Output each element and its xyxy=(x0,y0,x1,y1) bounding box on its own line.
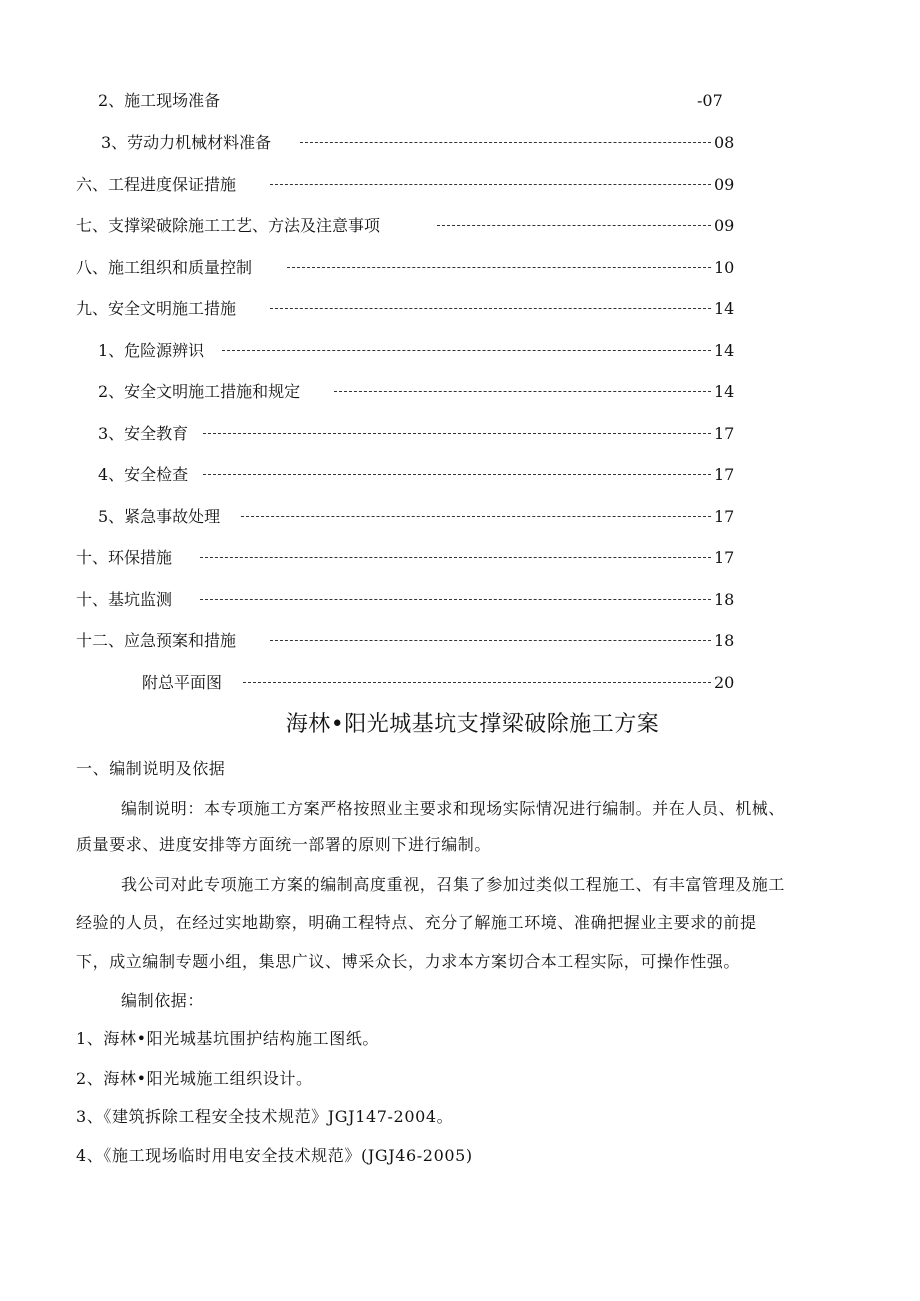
toc-leader xyxy=(203,474,711,475)
paragraph-line: 我公司对此专项施工方案的编制高度重视，召集了参加过类似工程施工、有丰富管理及施工 xyxy=(121,875,786,894)
toc-entry-label: 2、安全文明施工措施和规定 xyxy=(98,380,304,404)
toc-entry-page: 10 xyxy=(714,258,735,277)
document-title: 海林•阳光城基坑支撑梁破除施工方案 xyxy=(285,712,660,737)
toc-entry-page: 17 xyxy=(714,507,735,526)
toc-entry-label: 十、环保措施 xyxy=(76,546,176,570)
toc-entry-page: -07 xyxy=(697,91,723,110)
toc-entry-label: 附总平面图 xyxy=(142,671,226,695)
toc-leader xyxy=(270,184,711,185)
toc-entry xyxy=(0,422,920,446)
toc-entry-page: 14 xyxy=(714,382,735,401)
toc-entry-page: 08 xyxy=(714,133,735,152)
toc-entry-page: 18 xyxy=(714,590,735,609)
basis-heading: 编制依据： xyxy=(121,991,205,1010)
toc-entry xyxy=(0,546,920,570)
toc-entry xyxy=(0,214,920,238)
basis-item: 3、《建筑拆除工程安全技术规范》JGJ147-2004。 xyxy=(76,1107,454,1126)
toc-entry xyxy=(0,671,920,695)
toc-entry-label: 5、紧急事故处理 xyxy=(98,505,224,529)
toc-entry xyxy=(0,256,920,280)
toc-leader xyxy=(203,433,711,434)
basis-item: 2、海林•阳光城施工组织设计。 xyxy=(76,1069,313,1088)
toc-entry xyxy=(0,380,920,404)
toc-entry xyxy=(0,505,920,529)
toc-entry xyxy=(0,89,920,113)
toc-entry xyxy=(0,463,920,487)
section-heading: 一、编制说明及依据 xyxy=(76,759,226,778)
toc-entry-label: 十、基坑监测 xyxy=(76,588,176,612)
paragraph-line: 质量要求、进度安排等方面统一部署的原则下进行编制。 xyxy=(76,835,492,854)
toc-leader xyxy=(334,391,711,392)
toc-entry-page: 20 xyxy=(714,673,735,692)
toc-leader xyxy=(200,599,711,600)
toc-entry-label: 2、施工现场准备 xyxy=(98,89,224,113)
toc-entry-label: 3、劳动力机械材料准备 xyxy=(101,131,275,155)
toc-entry-page: 09 xyxy=(714,175,735,194)
paragraph-line: 经验的人员，在经过实地勘察，明确工程特点、充分了解施工环境、准确把握业主要求的前提 xyxy=(76,913,757,932)
toc-entry-label: 1、危险源辨识 xyxy=(98,339,208,363)
toc-leader xyxy=(300,142,711,143)
toc-entry-page: 14 xyxy=(714,299,735,318)
toc-leader xyxy=(437,225,711,226)
toc-leader xyxy=(287,267,711,268)
toc-entry-label: 七、支撑梁破除施工工艺、方法及注意事项 xyxy=(76,214,384,238)
toc-leader xyxy=(270,640,711,641)
toc-entry-label: 十二、应急预案和措施 xyxy=(76,629,240,653)
paragraph-line: 下，成立编制专题小组，集思广议、博采众长，力求本方案切合本工程实际，可操作性强。 xyxy=(76,952,741,971)
toc-entry-label: 六、工程进度保证措施 xyxy=(76,173,240,197)
toc-entry-label: 八、施工组织和质量控制 xyxy=(76,256,256,280)
toc-entry-label: 3、安全教育 xyxy=(98,422,192,446)
toc-entry xyxy=(0,131,920,155)
toc-leader xyxy=(222,350,711,351)
toc-leader xyxy=(243,682,711,683)
toc-entry xyxy=(0,297,920,321)
toc-leader xyxy=(270,308,711,309)
toc-entry-page: 17 xyxy=(714,424,735,443)
toc-leader xyxy=(200,557,711,558)
toc-entry-label: 4、安全检查 xyxy=(98,463,192,487)
toc-entry-label: 九、安全文明施工措施 xyxy=(76,297,240,321)
toc-entry-page: 09 xyxy=(714,216,735,235)
toc-entry-page: 14 xyxy=(714,341,735,360)
toc-entry-page: 17 xyxy=(714,548,735,567)
toc-entry xyxy=(0,588,920,612)
toc-entry xyxy=(0,339,920,363)
basis-item: 1、海林•阳光城基坑围护结构施工图纸。 xyxy=(76,1029,380,1048)
toc-entry-page: 17 xyxy=(714,465,735,484)
basis-item: 4、《施工现场临时用电安全技术规范》(JGJ46-2005) xyxy=(76,1146,473,1165)
toc-entry xyxy=(0,173,920,197)
toc-leader xyxy=(241,516,711,517)
toc-entry xyxy=(0,629,920,653)
paragraph-line: 编制说明：本专项施工方案严格按照业主要求和现场实际情况进行编制。并在人员、机械、 xyxy=(121,799,786,818)
toc-entry-page: 18 xyxy=(714,631,735,650)
